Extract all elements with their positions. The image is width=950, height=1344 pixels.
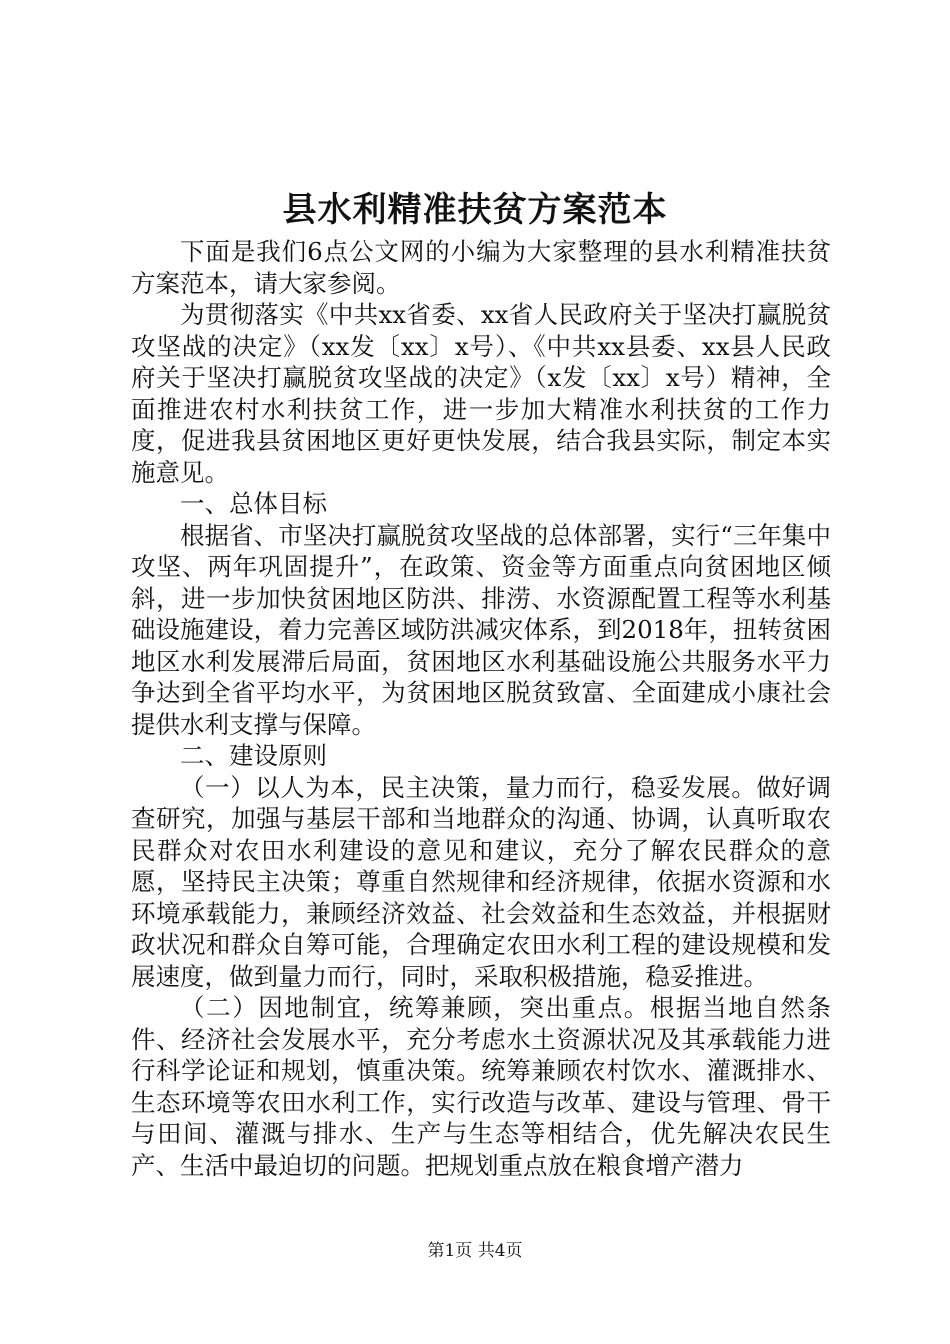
document-body <box>131 236 831 1181</box>
paragraph-purpose: 为贯彻落实《中共xx省委、xx省人民政府关于坚决打赢脱贫攻坚战的决定》（xx发〔xx〕x号）、《中共xx县委、xx县人民政府关于坚决打赢脱贫攻坚战的决定》（x发〔xx〕x号）精神，全面推进农村水利扶贫工作，进一步加大精准水利扶贫的工作力度，促进我县贫困地区更好更快发展，结合我县实际，制定本实施意见。 <box>131 300 831 487</box>
section-heading-principles: 二、建设原则 <box>180 741 327 770</box>
page-footer: 第1页 共4页 <box>427 1241 523 1261</box>
paragraph-overall-goal: 根据省、市坚决打赢脱贫攻坚战的总体部署，实行“三年集中攻坚、两年巩固提升”，在政策、资金等方面重点向贫困地区倾斜，进一步加快贫困地区防洪、排涝、水资源配置工程等水利基础设施建设，着力完善区域防洪减灾体系，到2018年，扭转贫困地区水利发展滞后局面，贫困地区水利基础设施公共服务水平力争达到全省平均水平，为贫困地区脱贫致富、全面建成小康社会提供水利支撑与保障。 <box>131 520 831 739</box>
document-title: 县水利精准扶贫方案范本 <box>282 190 668 230</box>
paragraph-intro: 下面是我们6点公文网的小编为大家整理的县水利精准扶贫方案范本，请大家参阅。 <box>131 237 831 298</box>
paragraph-principle-1: （一）以人为本，民主决策，量力而行，稳妥发展。做好调查研究，加强与基层干部和当地群众的沟通、协调，认真听取农民群众对农田水利建设的意见和建议，充分了解农民群众的意愿，坚持民主决策；尊重自然规律和经济规律，依据水资源和水环境承载能力，兼顾经济效益、社会效益和生态效益，并根据财政状况和群众自筹可能，合理确定农田水利工程的建设规模和发展速度，做到量力而行，同时，采取积极措施，稳妥推进。 <box>131 772 831 991</box>
section-heading-overall-goal: 一、总体目标 <box>180 489 327 518</box>
paragraph-principle-2: （二）因地制宜，统筹兼顾，突出重点。根据当地自然条件、经济社会发展水平，充分考虑水土资源状况及其承载能力进行科学论证和规划，慎重决策。统筹兼顾农村饮水、灌溉排水、生态环境等农田水利工作，实行改造与改革、建设与管理、骨干与田间、灌溉与排水、生产与生态等相结合，优先解决农民生产、生活中最迫切的问题。把规划重点放在粮食增产潜力 <box>131 993 831 1180</box>
